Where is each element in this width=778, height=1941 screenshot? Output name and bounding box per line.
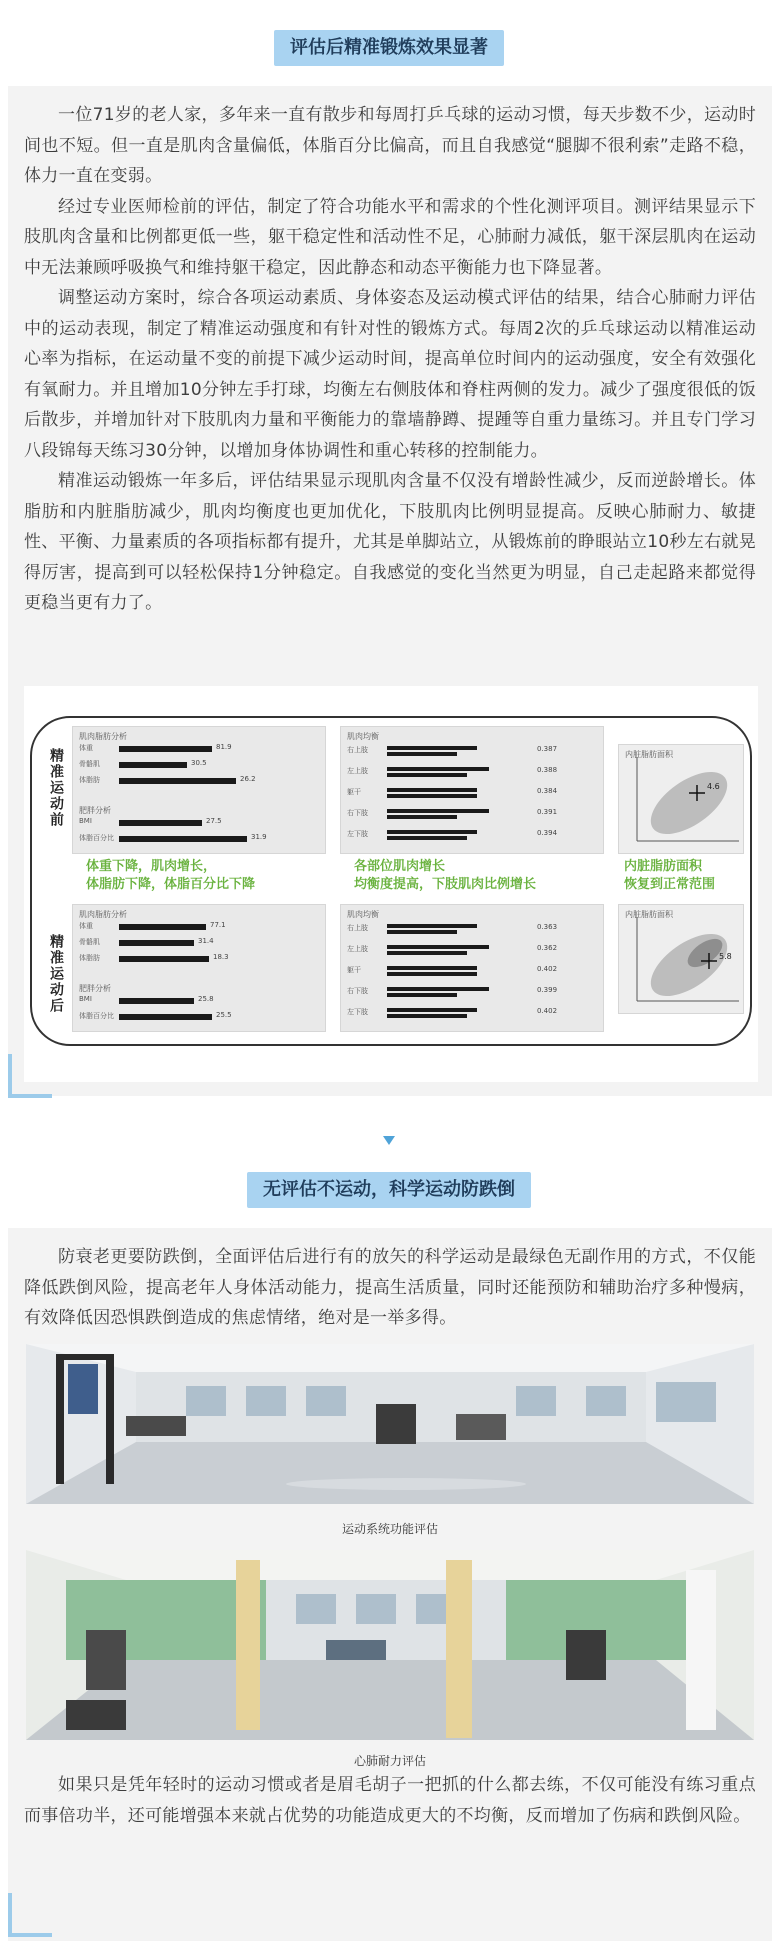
note-left: 体重下降，肌肉增长， 体脂肪下降，体脂百分比下降 <box>86 859 256 892</box>
segment-value: 0.402 <box>537 1007 558 1015</box>
bar-value: 25.5 <box>216 1011 232 1019</box>
bar-value: 25.8 <box>198 995 214 1003</box>
panel-title: 肌肉脂肪分析 <box>79 910 127 919</box>
segment-bar <box>387 945 489 949</box>
segment-row <box>347 768 597 776</box>
label-before: 精准运动前 <box>48 748 64 828</box>
paragraph: 一位71岁的老人家，多年来一直有散步和每周打乒乓球的运动习惯，每天步数不少，运动时间也不短。但一直是肌肉含量偏低，体脂百分比偏高，而且自我感觉“腿脚不很利索”走路不稳，体力一直在变弱。 <box>24 105 756 186</box>
segment-label: 右上肢 <box>347 746 368 754</box>
segment-bar <box>387 993 457 997</box>
paragraph: 经过专业医师检前的评估，制定了符合功能水平和需求的个性化测评项目。测评结果显示下肢肌肉含量和比例都更低一些，躯干稳定性和活动性不足，心肺耐力减低，躯干深层肌肉在运动中无法兼顾呼吸换气和维持躯干稳定，因此静态和动态平衡能力也下降显著。 <box>24 196 756 278</box>
section2-card <box>8 1228 772 1941</box>
segment-bar <box>387 809 489 813</box>
panel-title: 内脏脂肪面积 <box>625 910 673 919</box>
segment-value: 0.387 <box>537 745 558 753</box>
bar <box>119 998 194 1004</box>
segment-label: 躯干 <box>347 966 361 974</box>
after-visceral-chart <box>618 904 744 1014</box>
paragraph: 如果只是凭年轻时的运动习惯或者是眉毛胡子一把抓的什么都去练，不仅可能没有练习重点而事倍功半，还可能增强本来就占优势的功能造成更大的不均衡，反而增加了伤病和跌倒风险。 <box>24 1775 756 1826</box>
segment-bar <box>387 951 467 955</box>
panel-title: 肥胖分析 <box>79 984 111 993</box>
bar <box>119 778 236 784</box>
label-after: 精准运动后 <box>48 934 64 1014</box>
corner-decoration <box>8 1054 52 1098</box>
bar-value: 31.4 <box>198 937 214 945</box>
segment-bar <box>387 752 457 756</box>
segment-bar <box>387 788 477 792</box>
segment-label: 左下肢 <box>347 830 368 838</box>
after-segment-panel <box>340 904 604 1032</box>
section1-text <box>24 100 756 619</box>
segment-bar <box>387 773 467 777</box>
bar-label: 体脂肪 <box>79 954 100 962</box>
down-arrow-icon <box>383 1136 395 1145</box>
segment-bar <box>387 924 477 928</box>
note-middle: 各部位肌肉增长 均衡度提高，下肢肌肉比例增长 <box>354 859 537 892</box>
assessment-report-image <box>24 686 758 1082</box>
panel-title: 肌肉脂肪分析 <box>79 732 127 741</box>
bar-value: 30.5 <box>191 759 207 767</box>
segment-row <box>347 831 597 839</box>
section1-card <box>8 86 772 1096</box>
bar-row <box>79 835 319 843</box>
section2-title: 无评估不运动，科学运动防跌倒 <box>247 1172 531 1208</box>
before-muscle-fat-panel <box>72 726 326 854</box>
visceral-scatter-after <box>619 905 743 1013</box>
segment-bar <box>387 972 477 976</box>
bar-row <box>79 761 319 769</box>
segment-bar <box>387 1008 477 1012</box>
bar <box>119 762 187 768</box>
segment-value: 0.384 <box>537 787 558 795</box>
bar-row <box>79 819 319 827</box>
panel-title: 肌肉均衡 <box>347 732 379 741</box>
bar <box>119 924 206 930</box>
segment-bar <box>387 767 489 771</box>
bar-row <box>79 745 319 753</box>
segment-bar <box>387 1014 467 1018</box>
before-segment-panel <box>340 726 604 854</box>
segment-row <box>347 789 597 797</box>
bar-label: 体脂百分比 <box>79 1012 114 1020</box>
bar-value: 18.3 <box>213 953 229 961</box>
segment-row <box>347 988 597 996</box>
bar-label: 体重 <box>79 922 93 930</box>
bar-label: 骨骼肌 <box>79 760 100 768</box>
bar <box>119 746 212 752</box>
segment-value: 0.399 <box>537 986 558 994</box>
bar <box>119 820 202 826</box>
scatter-value: 4.6 <box>707 782 720 791</box>
bar-value: 26.2 <box>240 775 256 783</box>
section1-title: 评估后精准锻炼效果显著 <box>274 30 504 66</box>
panel-title: 肥胖分析 <box>79 806 111 815</box>
segment-bar <box>387 815 457 819</box>
panel-title: 内脏脂肪面积 <box>625 750 673 759</box>
segment-label: 左下肢 <box>347 1008 368 1016</box>
segment-value: 0.362 <box>537 944 558 952</box>
bar <box>119 1014 212 1020</box>
segment-label: 躯干 <box>347 788 361 796</box>
segment-value: 0.402 <box>537 965 558 973</box>
visceral-scatter-before <box>619 745 743 853</box>
bar-value: 27.5 <box>206 817 222 825</box>
bar-label: 体重 <box>79 744 93 752</box>
paragraph: 精准运动锻炼一年多后，评估结果显示现肌肉含量不仅没有增龄性减少，反而逆龄增长。体脂肪和内脏脂肪减少，肌肉均衡度也更加优化，下肢肌肉比例明显提高。反映心肺耐力、敏捷性、平衡、力量素质的各项指标都有提升，尤其是单脚站立，从锻炼前的睁眼站立10秒左右就晃得厉害，提高到可以轻松保持1分钟稳定。自我感觉的变化当然更为明显，自己走起路来都觉得更稳当更有力了。 <box>24 471 756 613</box>
bar <box>119 940 194 946</box>
scatter-value: 5.8 <box>719 952 732 961</box>
photo-motor-assessment-room <box>26 1344 754 1504</box>
bar-value: 81.9 <box>216 743 232 751</box>
bar-row <box>79 923 319 931</box>
photo-caption: 心肺耐力评估 <box>353 1754 426 1768</box>
segment-row <box>347 747 597 755</box>
segment-row <box>347 925 597 933</box>
bar-row <box>79 777 319 785</box>
segment-row <box>347 1009 597 1017</box>
bar-row <box>79 997 319 1005</box>
bar-value: 31.9 <box>251 833 267 841</box>
segment-bar <box>387 930 457 934</box>
note-right: 内脏脂肪面积 恢复到正常范围 <box>624 859 716 892</box>
bar-row <box>79 1013 319 1021</box>
bar-label: 体脂百分比 <box>79 834 114 842</box>
bar-value: 77.1 <box>210 921 226 929</box>
bar-row <box>79 955 319 963</box>
segment-row <box>347 810 597 818</box>
paragraph: 调整运动方案时，综合各项运动素质、身体姿态及运动模式评估的结果，结合心肺耐力评估中的运动表现，制定了精准运动强度和有针对性的锻炼方式。每周2次的乒乓球运动以精准运动心率为指标，在运动量不变的前提下减少运动时间，提高单位时间内的运动强度，安全有效强化有氧耐力。并且增加10分钟左手打球，均衡左右侧肢体和脊柱两侧的发力。减少了强度很低的饭后散步，并增加针对下肢肌肉力量和平衡能力的靠墙静蹲、提踵等自重力量练习。并且专门学习八段锦每天练习30分钟，以增加身体协调性和重心转移的控制能力。 <box>24 288 756 461</box>
bar-label: 骨骼肌 <box>79 938 100 946</box>
bar <box>119 956 209 962</box>
segment-label: 左上肢 <box>347 945 368 953</box>
segment-value: 0.388 <box>537 766 558 774</box>
bar-label: BMI <box>79 995 92 1003</box>
segment-label: 右上肢 <box>347 924 368 932</box>
panel-title: 肌肉均衡 <box>347 910 379 919</box>
after-muscle-fat-panel <box>72 904 326 1032</box>
segment-bar <box>387 830 477 834</box>
segment-bar <box>387 987 489 991</box>
segment-value: 0.391 <box>537 808 558 816</box>
photo-cardiopulmonary-room <box>26 1550 754 1740</box>
photo-caption: 运动系统功能评估 <box>341 1522 438 1536</box>
segment-label: 右下肢 <box>347 809 368 817</box>
segment-bar <box>387 794 477 798</box>
segment-row <box>347 967 597 975</box>
segment-bar <box>387 746 477 750</box>
segment-label: 右下肢 <box>347 987 368 995</box>
segment-bar <box>387 836 467 840</box>
corner-decoration <box>8 1893 52 1937</box>
segment-value: 0.363 <box>537 923 558 931</box>
segment-row <box>347 946 597 954</box>
segment-label: 左上肢 <box>347 767 368 775</box>
segment-value: 0.394 <box>537 829 558 837</box>
paragraph: 防衰老更要防跌倒，全面评估后进行有的放矢的科学运动是最绿色无副作用的方式，不仅能降低跌倒风险，提高老年人身体活动能力，提高生活质量，同时还能预防和辅助治疗多种慢病，有效降低因恐惧跌倒造成的焦虑情绪，绝对是一举多得。 <box>24 1247 756 1328</box>
bar-row <box>79 939 319 947</box>
bar <box>119 836 247 842</box>
segment-bar <box>387 966 477 970</box>
before-visceral-chart <box>618 744 744 854</box>
bar-label: BMI <box>79 817 92 825</box>
bar-label: 体脂肪 <box>79 776 100 784</box>
